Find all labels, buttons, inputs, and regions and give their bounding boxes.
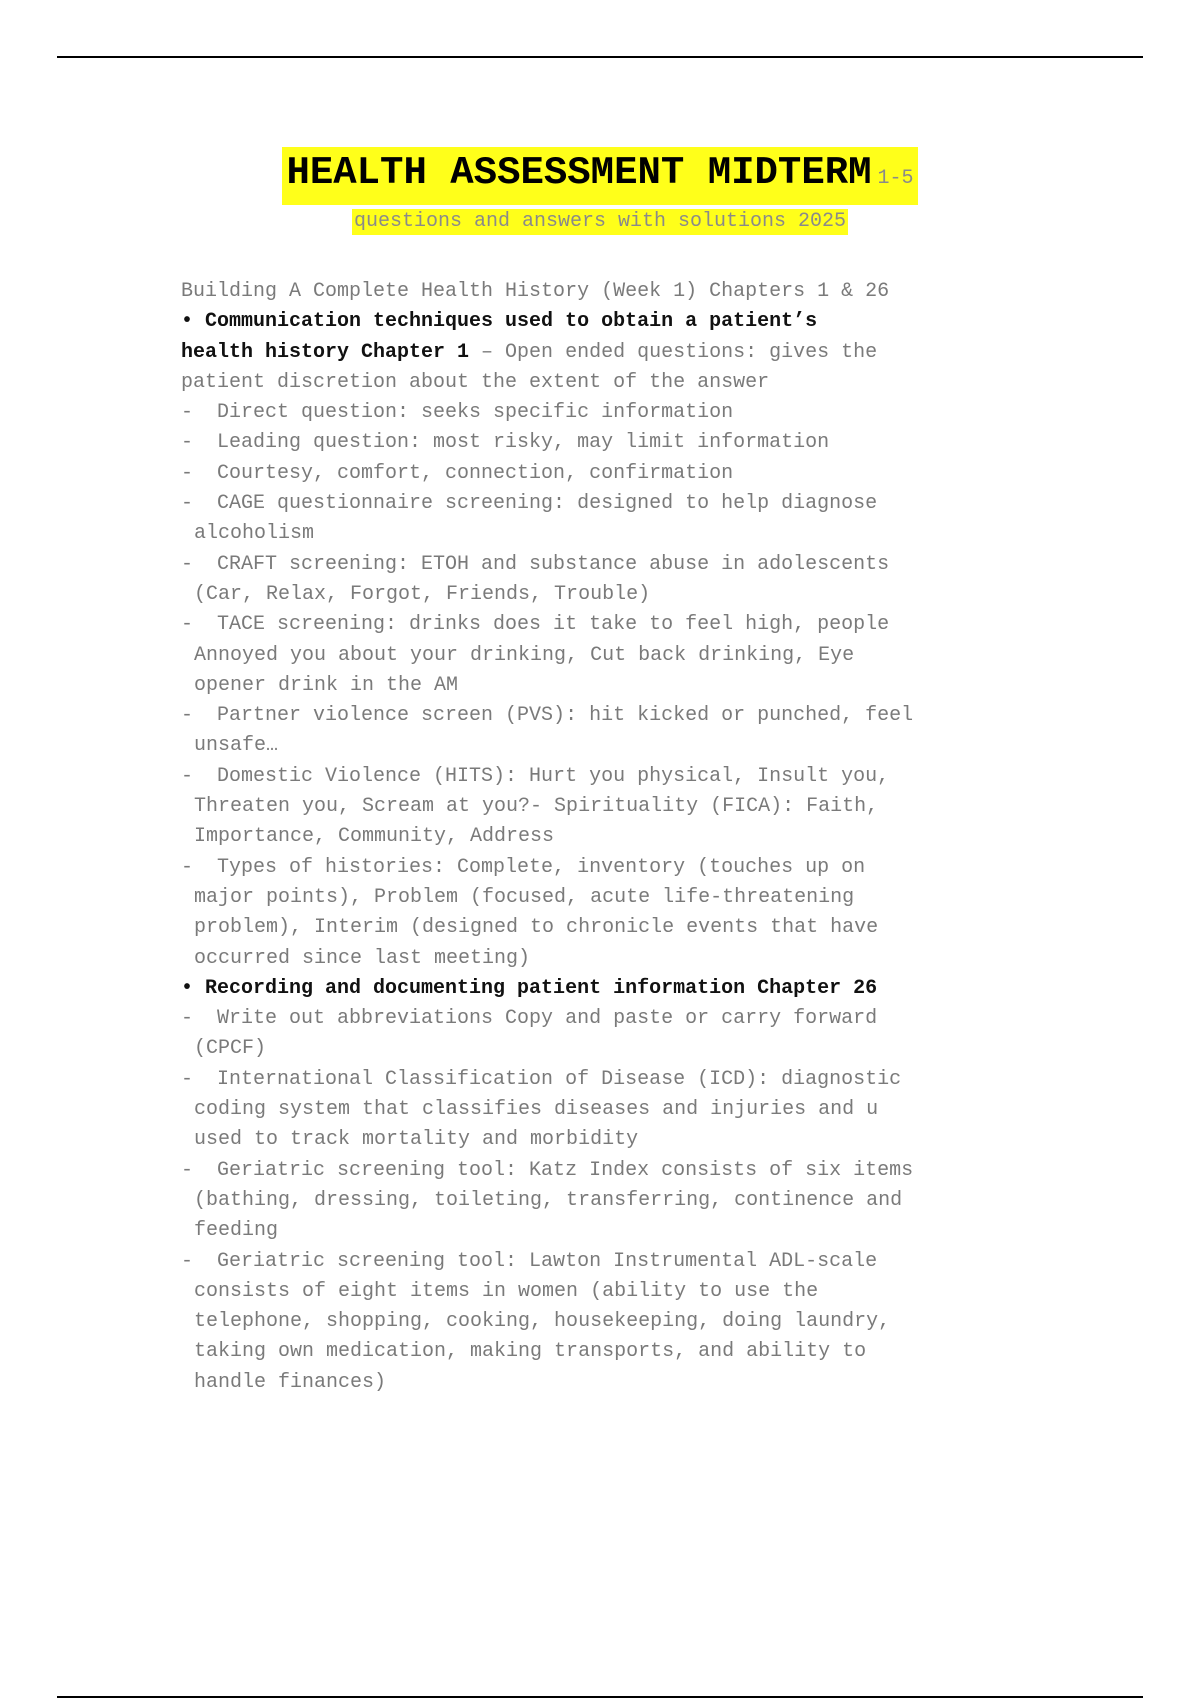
text-line: [181, 1368, 1081, 1398]
text-line: [181, 1065, 1081, 1095]
body-text: - Write out abbreviations Copy and paste or carry forward: [181, 1007, 878, 1031]
bold-text: health history Chapter 1: [181, 340, 470, 364]
title-suffix: 1-5: [877, 167, 914, 190]
body-text: unsafe…: [194, 734, 279, 758]
text-line: [181, 368, 1081, 398]
text-line: [181, 1247, 1081, 1277]
body-text: patient discretion about the extent of the answer: [181, 370, 770, 394]
text-line: [181, 1186, 1081, 1216]
text-line: [181, 610, 1081, 640]
body-text: occurred since last meeting): [194, 946, 531, 970]
body-text: Importance, Community, Address: [194, 825, 555, 849]
body-text: used to track mortality and morbidity: [194, 1128, 639, 1152]
text-line: [181, 641, 1081, 671]
text-line: [181, 277, 1081, 307]
body-text: Building A Complete Health History (Week 1) Chapters 1 & 26: [181, 280, 890, 303]
body-text: taking own medication, making transports, and ability to: [194, 1340, 867, 1364]
body-text: - Courtesy, comfort, connection, confirmation: [181, 461, 734, 485]
body-text: problem), Interim (designed to chronicle events that have: [194, 916, 879, 940]
text-line: [181, 1216, 1081, 1246]
text-line: [181, 307, 1081, 337]
text-line: [181, 701, 1081, 731]
body-text: (Car, Relax, Forgot, Friends, Trouble): [194, 582, 651, 606]
body-text: - TACE screening: drinks does it take to feel high, people: [181, 613, 890, 637]
text-line: [181, 671, 1081, 701]
text-line: [181, 550, 1081, 580]
body-text: feeding: [194, 1219, 279, 1243]
text-line: [181, 459, 1081, 489]
body-text: Threaten you, Scream at you?- Spirituality (FICA): Faith,: [194, 795, 879, 819]
text-line: [181, 580, 1081, 610]
bold-text: • Communication techniques used to obtain a patient’s: [181, 310, 818, 334]
text-line: [181, 731, 1081, 761]
text-line: [181, 944, 1081, 974]
body-text: Annoyed you about your drinking, Cut back drinking, Eye: [194, 643, 855, 667]
title-highlight: [282, 147, 917, 205]
bottom-rule: [57, 1696, 1143, 1698]
body-text: – Open ended questions: gives the: [469, 340, 878, 364]
text-line: [181, 822, 1081, 852]
text-line: [181, 1004, 1081, 1034]
text-line: [181, 1095, 1081, 1125]
top-rule: [57, 56, 1143, 58]
body-text: major points), Problem (focused, acute life-threatening: [194, 885, 855, 909]
body-text: - International Classification of Disease (ICD): diagnostic: [181, 1067, 902, 1091]
body-text: handle finances): [194, 1370, 387, 1394]
title-main: HEALTH ASSESSMENT MIDTERM: [286, 151, 872, 195]
bold-text: • Recording and documenting patient information Chapter 26: [181, 976, 878, 1000]
text-line: [181, 913, 1081, 943]
body-text: coding system that classifies diseases and injuries and u: [194, 1098, 879, 1122]
text-line: [181, 489, 1081, 519]
text-line: [181, 974, 1081, 1004]
text-line: [181, 1034, 1081, 1064]
text-line: [181, 883, 1081, 913]
body-text: - Domestic Violence (HITS): Hurt you physical, Insult you,: [181, 764, 890, 788]
text-line: [181, 853, 1081, 883]
body-text: telephone, shopping, cooking, housekeeping, doing laundry,: [194, 1310, 891, 1334]
body-text: consists of eight items in women (ability to use the: [194, 1279, 819, 1303]
body-text: - Leading question: most risky, may limit information: [181, 431, 830, 455]
body-text: - Geriatric screening tool: Katz Index consists of six items: [181, 1158, 914, 1182]
text-line: [181, 1337, 1081, 1367]
text-line: [181, 1156, 1081, 1186]
text-line: [181, 428, 1081, 458]
body-text: alcoholism: [194, 522, 315, 546]
body-text: - CAGE questionnaire screening: designed to help diagnose: [181, 492, 878, 516]
text-line: [181, 398, 1081, 428]
body-text: - Geriatric screening tool: Lawton Instrumental ADL-scale: [181, 1249, 878, 1273]
text-line: [181, 1307, 1081, 1337]
body-text: - CRAFT screening: ETOH and substance abuse in adolescents: [181, 552, 890, 576]
body-text: (bathing, dressing, toileting, transferring, continence and: [194, 1188, 903, 1212]
text-line: [181, 792, 1081, 822]
body-text: - Types of histories: Complete, inventory (touches up on: [181, 855, 866, 879]
title-subtitle: questions and answers with solutions 2025: [353, 210, 847, 233]
body-text: - Direct question: seeks specific information: [181, 401, 734, 425]
text-line: [181, 1125, 1081, 1155]
body-text: - Partner violence screen (PVS): hit kicked or punched, feel: [181, 704, 914, 728]
text-line: [181, 519, 1081, 549]
text-line: [181, 1277, 1081, 1307]
body-text: (CPCF): [194, 1037, 267, 1061]
text-line: [181, 762, 1081, 792]
text-line: [181, 338, 1081, 368]
document-body: [181, 277, 1081, 1398]
document-title: [0, 147, 1200, 235]
body-text: opener drink in the AM: [194, 673, 459, 697]
